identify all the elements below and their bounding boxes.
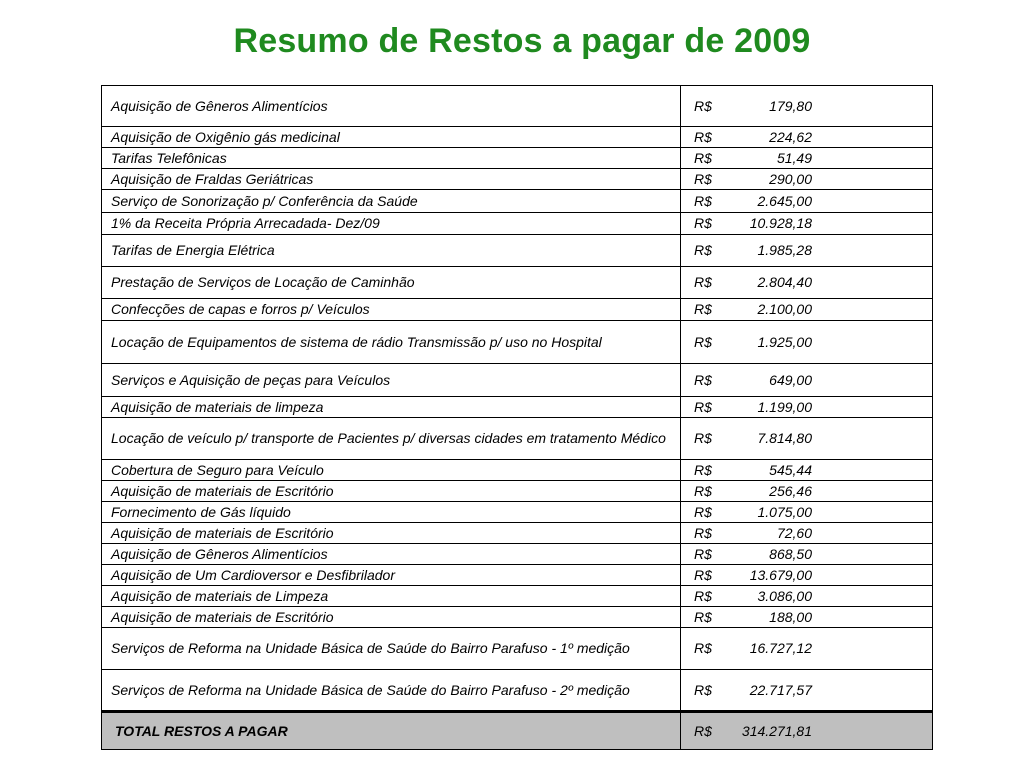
row-amount: 1.199,00 [757,398,812,415]
row-currency: R$ [694,608,712,625]
row-value [681,321,933,364]
row-description: Aquisição de materiais de Escritório [102,481,681,502]
row-value [681,586,933,607]
row-currency: R$ [694,149,712,166]
row-amount: 10.928,18 [749,215,812,231]
row-description: Locação de veículo p/ transporte de Pacientes p/ diversas cidades em tratamento Médico [102,418,681,460]
row-currency: R$ [694,503,712,520]
row-description: Aquisição de materiais de Limpeza [102,586,681,607]
table-row [102,213,933,235]
row-currency: R$ [694,274,712,290]
table-row [102,397,933,418]
table-row [102,481,933,502]
row-description: Locação de Equipamentos de sistema de rádio Transmissão p/ uso no Hospital [102,321,681,364]
row-value [681,565,933,586]
row-currency: R$ [694,371,712,388]
row-amount: 22.717,57 [749,681,812,698]
row-amount: 7.814,80 [757,430,812,446]
table-row [102,670,933,712]
row-value [681,364,933,397]
row-description: Aquisição de Gêneros Alimentícios [102,86,681,127]
row-currency: R$ [694,192,712,209]
row-currency: R$ [694,566,712,583]
row-amount: 51,49 [776,149,812,166]
row-amount: 1.075,00 [757,503,812,520]
table-row [102,502,933,523]
table-row [102,628,933,670]
row-value [681,544,933,565]
row-description: Tarifas Telefônicas [102,148,681,169]
row-value [681,267,933,299]
table-row [102,607,933,628]
table-row [102,418,933,460]
row-currency: R$ [694,524,712,541]
table-row [102,190,933,213]
total-value [681,712,933,750]
row-amount: 188,00 [769,608,812,625]
row-amount: 72,60 [776,524,812,541]
table-row [102,523,933,544]
row-value [681,523,933,544]
row-currency: R$ [694,482,712,499]
row-currency: R$ [694,333,712,350]
table-row [102,267,933,299]
total-amount: 314.271,81 [741,722,812,739]
total-row [102,712,933,750]
row-value [681,607,933,628]
row-value [681,127,933,148]
row-amount: 16.727,12 [749,640,812,656]
row-description: 1% da Receita Própria Arrecadada- Dez/09 [102,213,681,235]
table-row [102,460,933,481]
row-currency: R$ [694,545,712,562]
row-value [681,235,933,267]
row-value [681,418,933,460]
table-row [102,321,933,364]
table-row [102,565,933,586]
row-currency: R$ [694,398,712,415]
total-label: TOTAL RESTOS A PAGAR [102,712,681,750]
row-description: Serviços de Reforma na Unidade Básica de Saúde do Bairro Parafuso - 2º medição [102,670,681,712]
row-currency: R$ [694,215,712,231]
table-row [102,586,933,607]
row-description: Serviço de Sonorização p/ Conferência da Saúde [102,190,681,213]
row-currency: R$ [694,681,712,698]
row-amount: 1.925,00 [757,333,812,350]
row-value [681,502,933,523]
row-amount: 2.804,40 [757,274,812,290]
row-value [681,86,933,127]
row-value [681,190,933,213]
row-amount: 545,44 [769,461,812,478]
row-description: Aquisição de materiais de limpeza [102,397,681,418]
row-amount: 13.679,00 [749,566,812,583]
table-row [102,235,933,267]
page-title: Resumo de Restos a pagar de 2009 [233,22,811,60]
summary-table [101,85,933,750]
row-description: Aquisição de Um Cardioversor e Desfibrilador [102,565,681,586]
row-value [681,299,933,321]
row-description: Serviços e Aquisição de peças para Veículos [102,364,681,397]
row-value [681,148,933,169]
row-description: Tarifas de Energia Elétrica [102,235,681,267]
row-amount: 2.100,00 [757,301,812,317]
row-description: Cobertura de Seguro para Veículo [102,460,681,481]
row-description: Fornecimento de Gás líquido [102,502,681,523]
table-row [102,364,933,397]
table-row [102,544,933,565]
table-row [102,148,933,169]
row-description: Aquisição de Fraldas Geriátricas [102,169,681,190]
row-value [681,397,933,418]
total-currency: R$ [694,722,712,739]
row-currency: R$ [694,170,712,187]
row-description: Aquisição de materiais de Escritório [102,523,681,544]
row-currency: R$ [694,128,712,145]
row-currency: R$ [694,301,712,317]
row-description: Aquisição de materiais de Escritório [102,607,681,628]
row-description: Aquisição de Gêneros Alimentícios [102,544,681,565]
table-row [102,127,933,148]
table-row [102,169,933,190]
row-amount: 290,00 [769,170,812,187]
row-amount: 256,46 [769,482,812,499]
row-amount: 179,80 [769,97,812,114]
row-currency: R$ [694,587,712,604]
row-currency: R$ [694,461,712,478]
table-row [102,86,933,127]
row-currency: R$ [694,640,712,656]
row-value [681,169,933,190]
row-value [681,481,933,502]
row-amount: 3.086,00 [757,587,812,604]
row-amount: 868,50 [769,545,812,562]
row-amount: 1.985,28 [757,242,812,258]
row-description: Confecções de capas e forros p/ Veículos [102,299,681,321]
row-description: Aquisição de Oxigênio gás medicinal [102,127,681,148]
row-currency: R$ [694,97,712,114]
row-value [681,460,933,481]
row-currency: R$ [694,430,712,446]
row-value [681,213,933,235]
row-amount: 2.645,00 [757,192,812,209]
row-description: Serviços de Reforma na Unidade Básica de Saúde do Bairro Parafuso - 1º medição [102,628,681,670]
row-amount: 649,00 [769,371,812,388]
row-value [681,670,933,712]
table-row [102,299,933,321]
row-value [681,628,933,670]
row-amount: 224,62 [769,128,812,145]
row-description: Prestação de Serviços de Locação de Caminhão [102,267,681,299]
row-currency: R$ [694,242,712,258]
